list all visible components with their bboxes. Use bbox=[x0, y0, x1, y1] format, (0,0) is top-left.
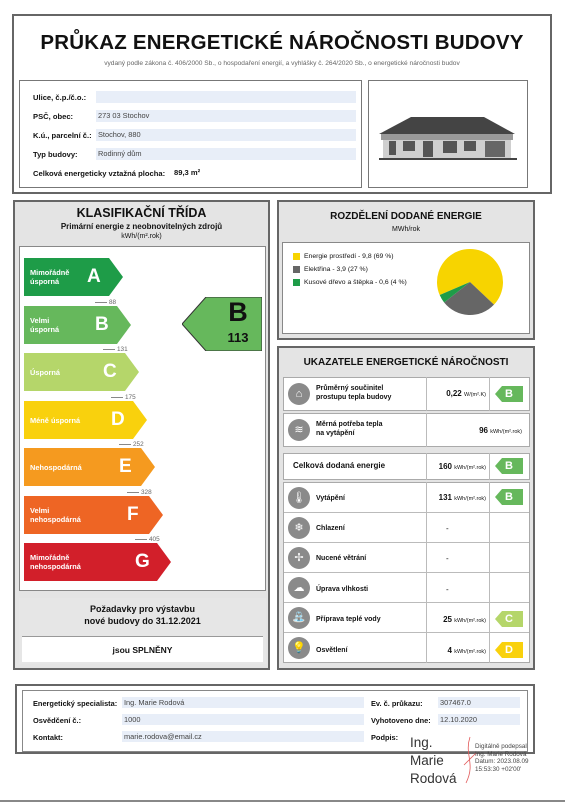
badge-letter: B bbox=[505, 460, 513, 472]
total-energy-unit: kWh/(m².rok) bbox=[454, 465, 486, 471]
distribution-title: ROZDĚLENÍ DODANÉ ENERGIE bbox=[330, 211, 482, 222]
threshold-value: 405 bbox=[149, 536, 160, 543]
class-letter: A bbox=[87, 266, 101, 287]
classification-unit: kWh/(m².rok) bbox=[121, 233, 162, 240]
class-letter: G bbox=[135, 551, 150, 572]
hot-water-label: Příprava teplé vody bbox=[316, 616, 381, 623]
class-letter: B bbox=[95, 314, 109, 335]
heating-class-badge bbox=[495, 489, 523, 505]
heat-demand-number: 96 bbox=[479, 426, 488, 435]
requirements-title-line2: nové budovy do 31.12.2021 bbox=[84, 616, 201, 626]
threshold-value: 252 bbox=[133, 441, 144, 448]
column-divider bbox=[489, 377, 490, 411]
heat-demand-value bbox=[436, 426, 522, 435]
ku-field: Stochov, 880 bbox=[96, 129, 356, 141]
street-label: Ulice, č.p./č.o.: bbox=[33, 93, 87, 102]
certificate-field: 1000 bbox=[122, 714, 364, 725]
row-divider bbox=[284, 602, 529, 603]
column-divider bbox=[426, 453, 427, 480]
hot-water-value bbox=[430, 615, 486, 624]
column-divider bbox=[489, 482, 490, 663]
heat-demand-label-line2: na vytápění bbox=[316, 429, 355, 437]
column-divider bbox=[489, 453, 490, 480]
hot-water-class-badge bbox=[495, 611, 523, 627]
heat-demand-label-line1: Měrná potřeba tepla bbox=[316, 421, 383, 428]
legend-swatch bbox=[293, 253, 300, 260]
humidity-label: Úprava vlhkosti bbox=[316, 586, 369, 593]
date-field: 12.10.2020 bbox=[438, 714, 520, 725]
page-subtitle: vydaný podle zákona č. 406/2000 Sb., o hospodaření energií, a vyhlášky č. 264/2020 Sb., o energetické náročnosti budov bbox=[104, 60, 460, 67]
threshold-tick bbox=[111, 397, 123, 398]
row-divider bbox=[284, 572, 529, 573]
class-label: Úsporná bbox=[30, 367, 60, 377]
badge-letter: C bbox=[505, 613, 513, 625]
class-bar-f bbox=[24, 496, 163, 534]
legend-label: Elektřina - 3,9 (27 %) bbox=[304, 266, 368, 273]
requirements-title-line1: Požadavky pro výstavbu bbox=[89, 604, 196, 614]
class-bar-g bbox=[24, 543, 171, 581]
signature-line2: Marie bbox=[410, 753, 444, 768]
heating-number: 131 bbox=[438, 493, 452, 502]
class-bar-a bbox=[24, 258, 123, 296]
column-divider bbox=[426, 482, 427, 663]
threshold-tick bbox=[135, 539, 147, 540]
distribution-pie-chart bbox=[436, 248, 504, 316]
heat-waves-icon: ≋ bbox=[288, 419, 310, 441]
legend-label: Kusové dřevo a štěpka - 0,6 (4 %) bbox=[304, 279, 407, 286]
signature-name bbox=[410, 734, 457, 788]
digital-signature-text bbox=[475, 743, 529, 773]
total-class-badge bbox=[495, 458, 523, 474]
contact-field: marie.rodova@email.cz bbox=[122, 731, 364, 742]
indicators-title: UKAZATELE ENERGETICKÉ NÁROČNOSTI bbox=[303, 357, 509, 368]
classification-subtitle: Primární energie z neobnovitelných zdrojů bbox=[60, 222, 223, 231]
ventilation-label: Nucené větrání bbox=[316, 555, 367, 562]
heating-label: Vytápění bbox=[316, 495, 345, 502]
specialist-field: Ing. Marie Rodová bbox=[122, 697, 364, 708]
heat-transfer-value bbox=[430, 389, 486, 398]
heat-demand-unit: kWh/(m².rok) bbox=[490, 429, 522, 435]
class-label: Velmi úsporná bbox=[30, 316, 60, 334]
threshold-value: 175 bbox=[125, 394, 136, 401]
ventilation-value: - bbox=[446, 554, 449, 563]
class-label: Mimořádně nehospodárná bbox=[30, 553, 81, 571]
building-photo bbox=[368, 80, 528, 188]
certificate-label: Osvědčení č.: bbox=[33, 716, 82, 725]
lighting-label: Osvětlení bbox=[316, 647, 348, 654]
heating-value bbox=[430, 493, 486, 502]
threshold-value: 328 bbox=[141, 489, 152, 496]
digital-signature-line1: Digitálně podepsal bbox=[475, 743, 527, 750]
badge-letter: D bbox=[505, 644, 513, 656]
humidity-value: - bbox=[446, 585, 449, 594]
heat-demand-label bbox=[316, 421, 383, 438]
class-bar-c bbox=[24, 353, 139, 391]
threshold-tick bbox=[103, 349, 115, 350]
result-class-value: 113 bbox=[227, 330, 249, 345]
heat-transfer-label-line2: prostupu tepla budovy bbox=[316, 393, 392, 401]
signature-line3: Rodová bbox=[410, 771, 457, 786]
class-bar-e bbox=[24, 448, 155, 486]
legend-label: Energie prostředí - 9,8 (69 %) bbox=[304, 253, 394, 260]
class-letter: F bbox=[127, 504, 139, 525]
threshold-tick bbox=[95, 302, 107, 303]
threshold-value: 88 bbox=[109, 299, 117, 306]
type-label: Typ budovy: bbox=[33, 150, 78, 159]
legend-swatch bbox=[293, 279, 300, 286]
heat-transfer-number: 0,22 bbox=[446, 389, 462, 398]
class-label: Nehospodárná bbox=[30, 462, 82, 472]
column-divider bbox=[426, 413, 427, 447]
lighting-unit: kWh/(m².rok) bbox=[454, 649, 486, 655]
lighting-value bbox=[430, 646, 486, 655]
class-label: Méně úsporná bbox=[30, 415, 81, 425]
requirements-title bbox=[19, 603, 266, 627]
threshold-tick bbox=[119, 444, 131, 445]
digital-signature-line3: Datum: 2023.08.09 bbox=[475, 758, 529, 766]
ku-label: K.ú., parcelní č.: bbox=[33, 131, 92, 140]
total-energy-number: 160 bbox=[438, 462, 452, 471]
faucet-icon: ⛲ bbox=[288, 607, 310, 629]
page-title: PRŮKAZ ENERGETICKÉ NÁROČNOSTI BUDOVY bbox=[40, 31, 524, 54]
class-letter: E bbox=[119, 456, 132, 477]
cloud-humidity-icon: ☁ bbox=[288, 577, 310, 599]
signature-label: Podpis: bbox=[371, 733, 399, 742]
threshold-value: 131 bbox=[117, 346, 128, 353]
column-divider bbox=[426, 377, 427, 411]
registry-label: Ev. č. průkazu: bbox=[371, 699, 423, 708]
house-outline-icon: ⌂ bbox=[288, 383, 310, 405]
heat-transfer-unit: W/(m².K) bbox=[464, 392, 486, 398]
cooling-value: - bbox=[446, 524, 449, 533]
digital-signature-line2: Ing. Marie Rodová bbox=[475, 750, 527, 758]
cooling-thermometer-icon: ❄ bbox=[288, 517, 310, 539]
total-energy-value bbox=[430, 462, 486, 471]
psc-label: PSČ, obec: bbox=[33, 112, 74, 121]
date-label: Vyhotoveno dne: bbox=[371, 716, 431, 725]
psc-field: 273 03 Stochov bbox=[96, 110, 356, 122]
cooling-label: Chlazení bbox=[316, 525, 345, 532]
house-icon bbox=[369, 81, 527, 187]
legend-item-environment bbox=[293, 253, 394, 260]
type-field: Rodinný dům bbox=[96, 148, 356, 160]
row-divider bbox=[284, 632, 529, 633]
result-class-letter: B bbox=[228, 297, 248, 327]
badge-letter: B bbox=[505, 388, 513, 400]
classification-title: KLASIFIKAČNÍ TŘÍDA bbox=[76, 206, 207, 220]
class-label: Velmi nehospodárná bbox=[30, 506, 81, 524]
fan-icon: ✢ bbox=[288, 547, 310, 569]
legend-item-electricity bbox=[293, 266, 368, 273]
class-letter: D bbox=[111, 409, 125, 430]
registry-field: 307467.0 bbox=[438, 697, 520, 708]
legend-item-wood bbox=[293, 279, 407, 286]
distribution-unit: MWh/rok bbox=[392, 226, 420, 233]
badge-letter: B bbox=[505, 491, 513, 503]
heat-transfer-label bbox=[316, 385, 391, 402]
requirements-result: jsou SPLNĚNY bbox=[112, 645, 173, 655]
class-bar-b bbox=[24, 306, 131, 344]
area-label: Celková energeticky vztažná plocha: bbox=[33, 169, 166, 178]
row-divider bbox=[284, 542, 529, 543]
lighting-number: 4 bbox=[447, 646, 452, 655]
total-energy-label: Celková dodaná energie bbox=[293, 461, 386, 470]
specialist-label: Energetický specialista: bbox=[33, 699, 118, 708]
street-field bbox=[96, 91, 356, 103]
digital-signature-line4: 15:53:30 +02'00' bbox=[475, 765, 522, 773]
signature-line1: Ing. bbox=[410, 735, 433, 750]
lighting-class-badge bbox=[495, 642, 523, 658]
legend-swatch bbox=[293, 266, 300, 273]
heat-transfer-class-badge bbox=[495, 386, 523, 402]
thermometer-icon: 🌡 bbox=[288, 487, 310, 509]
heat-transfer-label-line1: Průměrný součinitel bbox=[316, 385, 384, 392]
page-bottom-rule bbox=[0, 800, 565, 802]
class-label: Mimořádně úsporná bbox=[30, 268, 70, 286]
contact-label: Kontakt: bbox=[33, 733, 63, 742]
heating-unit: kWh/(m².rok) bbox=[454, 496, 486, 502]
lightbulb-icon: 💡 bbox=[288, 637, 310, 659]
result-class-arrow bbox=[182, 297, 262, 351]
area-value: 89,3 m² bbox=[174, 168, 201, 177]
hot-water-unit: kWh/(m².rok) bbox=[454, 618, 486, 624]
class-bar-d bbox=[24, 401, 147, 439]
threshold-tick bbox=[127, 492, 139, 493]
row-divider bbox=[284, 512, 529, 513]
hot-water-number: 25 bbox=[443, 615, 452, 624]
class-letter: C bbox=[103, 361, 117, 382]
